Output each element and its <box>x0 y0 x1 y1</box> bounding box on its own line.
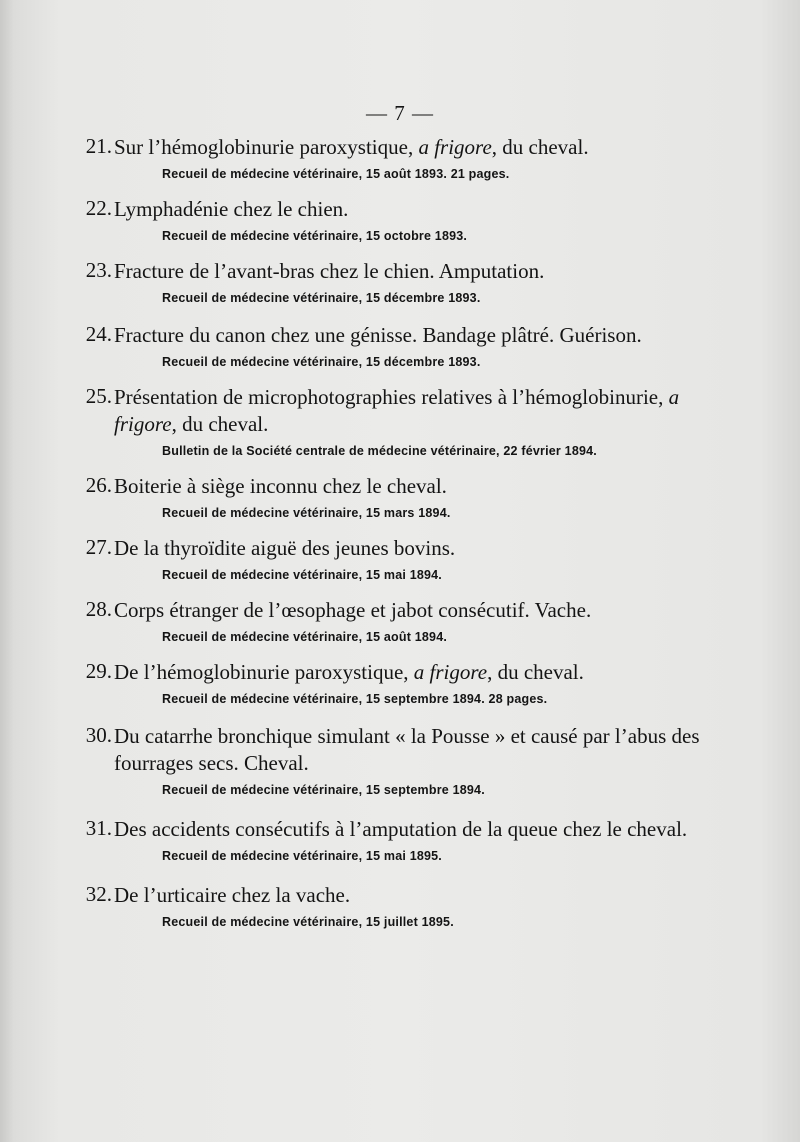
entry-number: 32. <box>85 882 112 906</box>
entry-source: Recueil de médecine vétérinaire, 15 mai 1894. <box>162 568 442 582</box>
publication-list <box>0 134 800 930</box>
entry-source: Recueil de médecine vétérinaire, 15 décembre 1893. <box>162 355 481 369</box>
entry-number: 28. <box>85 597 112 621</box>
entry-source: Recueil de médecine vétérinaire, 15 juillet 1895. <box>162 915 454 929</box>
entry-title: De l’hémoglobinurie paroxystique, a frigore, du cheval. <box>114 660 584 684</box>
list-item <box>0 659 800 707</box>
entry-title: Fracture de l’avant-bras chez le chien. Amputation. <box>114 259 545 283</box>
list-item <box>0 473 800 521</box>
entry-number: 25. <box>85 384 112 408</box>
entry-number: 22. <box>85 196 112 220</box>
entry-title: Sur l’hémoglobinurie paroxystique, a frigore, du cheval. <box>114 135 589 159</box>
entry-source: Recueil de médecine vétérinaire, 15 décembre 1893. <box>162 291 481 305</box>
entry-title: Corps étranger de l’œsophage et jabot consécutif. Vache. <box>114 598 592 622</box>
entry-source: Recueil de médecine vétérinaire, 15 mai 1895. <box>162 849 442 863</box>
entry-source: Recueil de médecine vétérinaire, 15 août 1893. 21 pages. <box>162 167 510 181</box>
entry-number: 21. <box>85 134 112 158</box>
list-item <box>0 196 800 244</box>
entry-title: De la thyroïdite aiguë des jeunes bovins. <box>114 536 456 560</box>
list-item <box>0 384 800 459</box>
entry-title: Des accidents consécutifs à l’amputation de la queue chez le cheval. <box>114 817 688 841</box>
entry-number: 23. <box>85 258 112 282</box>
entry-number: 24. <box>85 322 112 346</box>
entry-title: Boiterie à siège inconnu chez le cheval. <box>114 474 447 498</box>
entry-source: Recueil de médecine vétérinaire, 15 août 1894. <box>162 630 448 644</box>
entry-title: Du catarrhe bronchique simulant « la Pousse » et causé par l’abus des fourrages secs. Cheval. <box>114 724 700 775</box>
list-item <box>0 597 800 645</box>
entry-source: Recueil de médecine vétérinaire, 15 octobre 1893. <box>162 229 468 243</box>
entry-source: Recueil de médecine vétérinaire, 15 septembre 1894. <box>162 783 485 797</box>
entry-number: 30. <box>85 723 112 747</box>
entry-number: 26. <box>85 473 112 497</box>
entry-source: Recueil de médecine vétérinaire, 15 septembre 1894. 28 pages. <box>162 692 548 706</box>
list-item <box>0 134 800 182</box>
entry-number: 31. <box>85 816 112 840</box>
entry-title: De l’urticaire chez la vache. <box>114 883 351 907</box>
list-item <box>0 535 800 583</box>
list-item <box>0 816 800 864</box>
page-number: — 7 — <box>366 101 434 125</box>
entry-title: Présentation de microphotographies relatives à l’hémoglobinurie, a frigore, du cheval. <box>114 385 680 436</box>
entry-title: Fracture du canon chez une génisse. Bandage plâtré. Guérison. <box>114 323 642 347</box>
entry-source: Recueil de médecine vétérinaire, 15 mars 1894. <box>162 506 451 520</box>
entry-source: Bulletin de la Société centrale de médecine vétérinaire, 22 février 1894. <box>162 444 597 458</box>
entry-number: 29. <box>85 659 112 683</box>
entry-number: 27. <box>85 535 112 559</box>
list-item <box>0 723 800 798</box>
list-item <box>0 258 800 306</box>
list-item <box>0 882 800 930</box>
entry-title: Lymphadénie chez le chien. <box>114 197 349 221</box>
list-item <box>0 322 800 370</box>
